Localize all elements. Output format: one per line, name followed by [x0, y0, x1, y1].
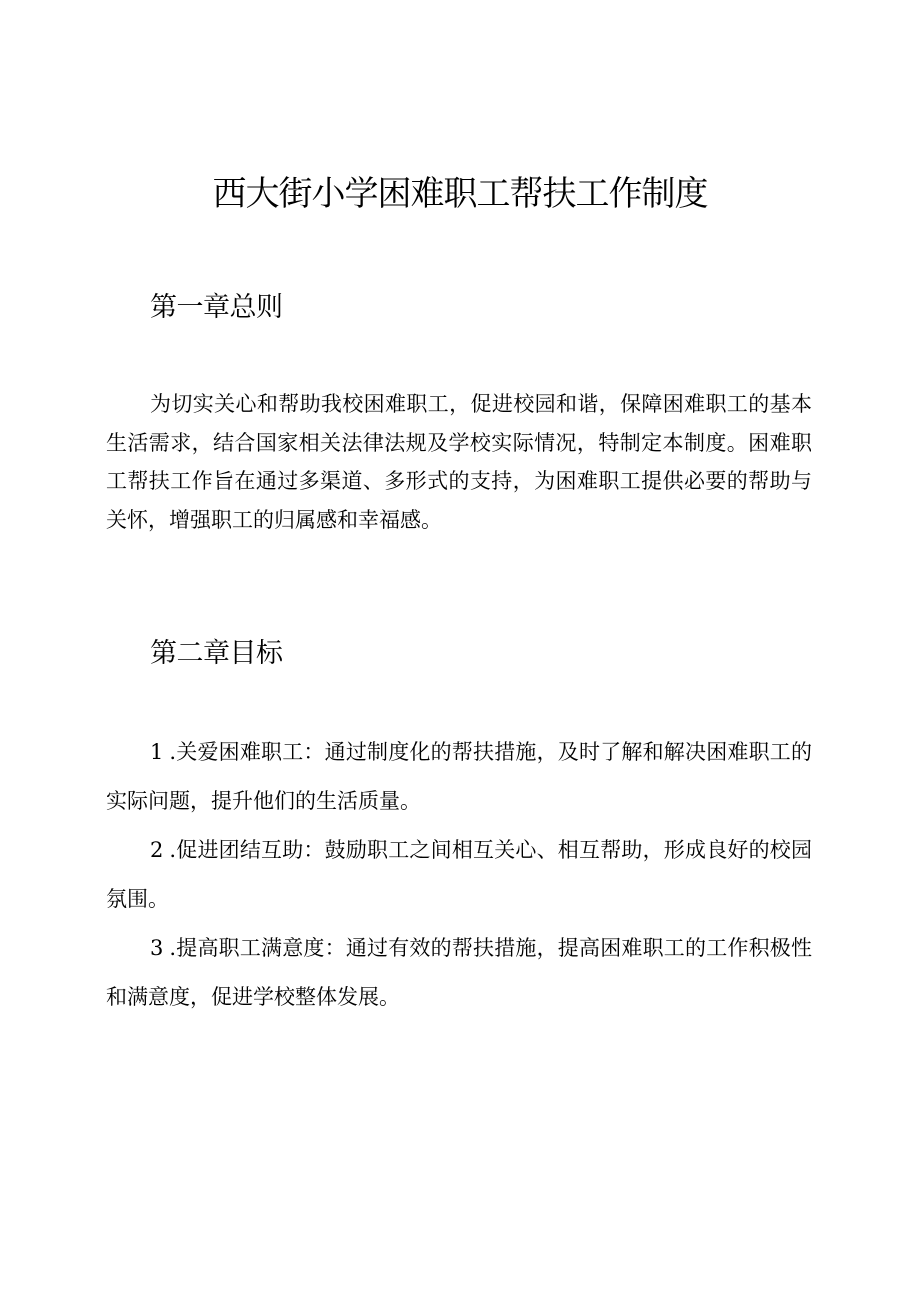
goal-item-2-number: 2 — [150, 838, 164, 862]
goal-item-3 — [106, 924, 812, 1022]
goal-item-3-text: .提高职工满意度：通过有效的帮扶措施，提高困难职工的工作积极性和满意度，促进学校整体发展。 — [106, 936, 812, 1009]
goal-item-1-text: .关爱困难职工：通过制度化的帮扶措施，及时了解和解决困难职工的实际问题，提升他们的生活质量。 — [106, 740, 812, 813]
goal-item-3-number: 3 — [150, 936, 164, 960]
goal-item-2 — [106, 826, 812, 924]
goal-item-1-number: 1 — [150, 740, 164, 764]
goal-item-1 — [106, 728, 812, 826]
chapter-1-paragraph: 为切实关心和帮助我校困难职工，促进校园和谐，保障困难职工的基本生活需求，结合国家相关法律法规及学校实际情况，特制定本制度。困难职工帮扶工作旨在通过多渠道、多形式的支持，为困难职工提供必要的帮助与关怀，增强职工的归属感和幸福感。 — [106, 392, 812, 532]
document-title: 西大街小学困难职工帮扶工作制度 — [212, 174, 708, 214]
chapter-2-heading: 第二章目标 — [150, 638, 283, 669]
goal-item-2-text: .促进团结互助：鼓励职工之间相互关心、相互帮助，形成良好的校园氛围。 — [106, 838, 812, 911]
chapter-1-heading: 第一章总则 — [150, 292, 283, 323]
